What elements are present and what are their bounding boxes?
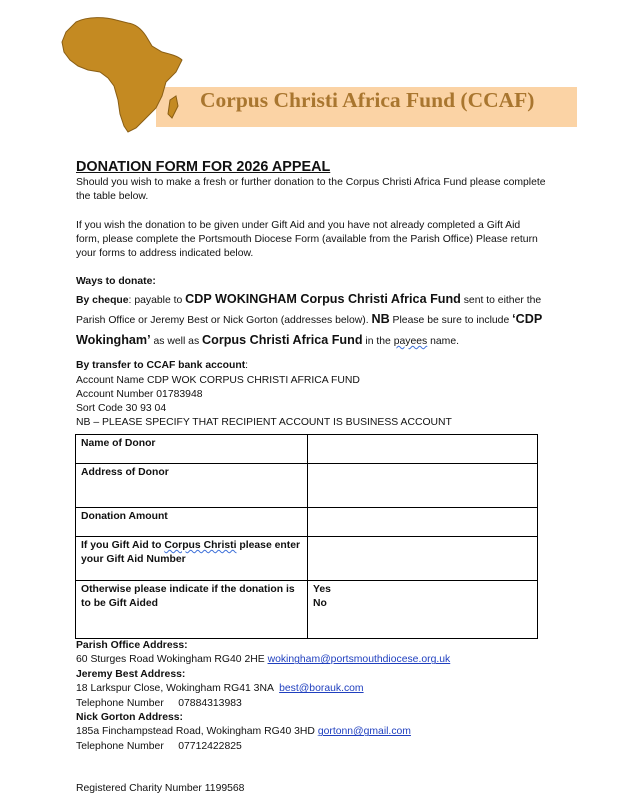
jeremy-email-link[interactable]: best@borauk.com <box>279 683 364 695</box>
donation-amount-label: Donation Amount <box>76 508 308 537</box>
nick-heading: Nick Gorton Address: <box>76 712 184 724</box>
jeremy-address-line: 18 Larkspur Close, Wokingham RG41 3NA best@borauk.com <box>76 683 364 695</box>
intro-paragraph-2: If you wish the donation to be given under Gift Aid and you have not already completed a Gift Aid form, please complete the Portsmouth Diocese Form (available from the Parish Office) Please return your forms to address indicated below. <box>76 219 538 260</box>
table-row <box>76 537 538 581</box>
bank-heading: By transfer to CCAF bank account: <box>76 360 249 372</box>
sort-code: Sort Code 30 93 04 <box>76 403 167 415</box>
gift-aid-no-option[interactable]: No <box>313 598 327 610</box>
nick-email-link[interactable]: gortonn@gmail.com <box>317 726 411 738</box>
cheque-paragraph: By cheque: payable to CDP WOKINGHAM Corpus Christi Africa Fund sent to either the Parish Office or Jeremy Best or Nick Gorton (addresses below). NB Please be sure to include ‘CDP Wokingham’ as well as Corpus Christi Africa Fund in the payees name. <box>76 291 543 347</box>
org-title: Corpus Christi Africa Fund (CCAF) <box>200 88 535 112</box>
table-row <box>76 508 538 537</box>
jeremy-phone: Telephone Number 07884313983 <box>76 697 242 709</box>
registered-charity-number: Registered Charity Number 1199568 <box>76 783 245 794</box>
ways-heading: Ways to donate: <box>76 276 156 288</box>
nb-label: NB <box>371 312 390 327</box>
form-title: DONATION FORM FOR 2026 APPEAL <box>76 159 331 175</box>
africa-map-icon <box>58 14 188 136</box>
gift-aid-yes-option[interactable]: Yes <box>313 584 331 595</box>
donor-name-field[interactable] <box>308 435 538 464</box>
table-row <box>76 435 538 464</box>
account-name: Account Name CDP WOK CORPUS CHRISTI AFRICA FUND <box>76 374 360 386</box>
fund-name: Corpus Christi Africa Fund <box>202 332 363 347</box>
cheque-label: By cheque <box>76 294 129 306</box>
gift-aid-number-label: If you Gift Aid to Corpus Christi please enter your Gift Aid Number <box>76 537 308 581</box>
donor-table <box>75 434 538 639</box>
parish-email-link[interactable]: wokingham@portsmouthdiocese.org.uk <box>267 654 451 666</box>
table-row <box>76 581 538 639</box>
gift-aid-question: Otherwise please indicate if the donation is to be Gift Aided <box>76 581 308 639</box>
nick-address-line: 185a Finchampstead Road, Wokingham RG40 3HD gortonn@gmail.com <box>76 726 411 738</box>
jeremy-heading: Jeremy Best Address: <box>76 668 186 680</box>
payee-name: CDP WOKINGHAM Corpus Christi Africa Fund <box>185 291 461 306</box>
donor-address-label: Address of Donor <box>76 464 308 508</box>
parish-heading: Parish Office Address: <box>76 640 188 651</box>
form-body <box>76 158 546 431</box>
gift-aid-number-field[interactable] <box>308 537 538 581</box>
intro-paragraph-1: Should you wish to make a fresh or further donation to the Corpus Christi Africa Fund please complete the table below. <box>76 177 546 203</box>
gift-aid-options[interactable] <box>308 581 538 639</box>
donor-name-label: Name of Donor <box>76 435 308 464</box>
addresses-section <box>76 639 450 754</box>
table-row <box>76 464 538 508</box>
payees-word: payees <box>393 335 428 347</box>
parish-address-line: 60 Sturges Road Wokingham RG40 2HE wokingham@portsmouthdiocese.org.uk <box>76 654 451 666</box>
cdp-wokingham: ‘CDP Wokingham’ <box>76 312 543 347</box>
donation-amount-field[interactable] <box>308 508 538 537</box>
account-number: Account Number 01783948 <box>76 388 203 400</box>
nick-phone: Telephone Number 07712422825 <box>76 740 242 752</box>
bank-note: NB – PLEASE SPECIFY THAT RECIPIENT ACCOUNT IS BUSINESS ACCOUNT <box>76 417 452 429</box>
donor-address-field[interactable] <box>308 464 538 508</box>
